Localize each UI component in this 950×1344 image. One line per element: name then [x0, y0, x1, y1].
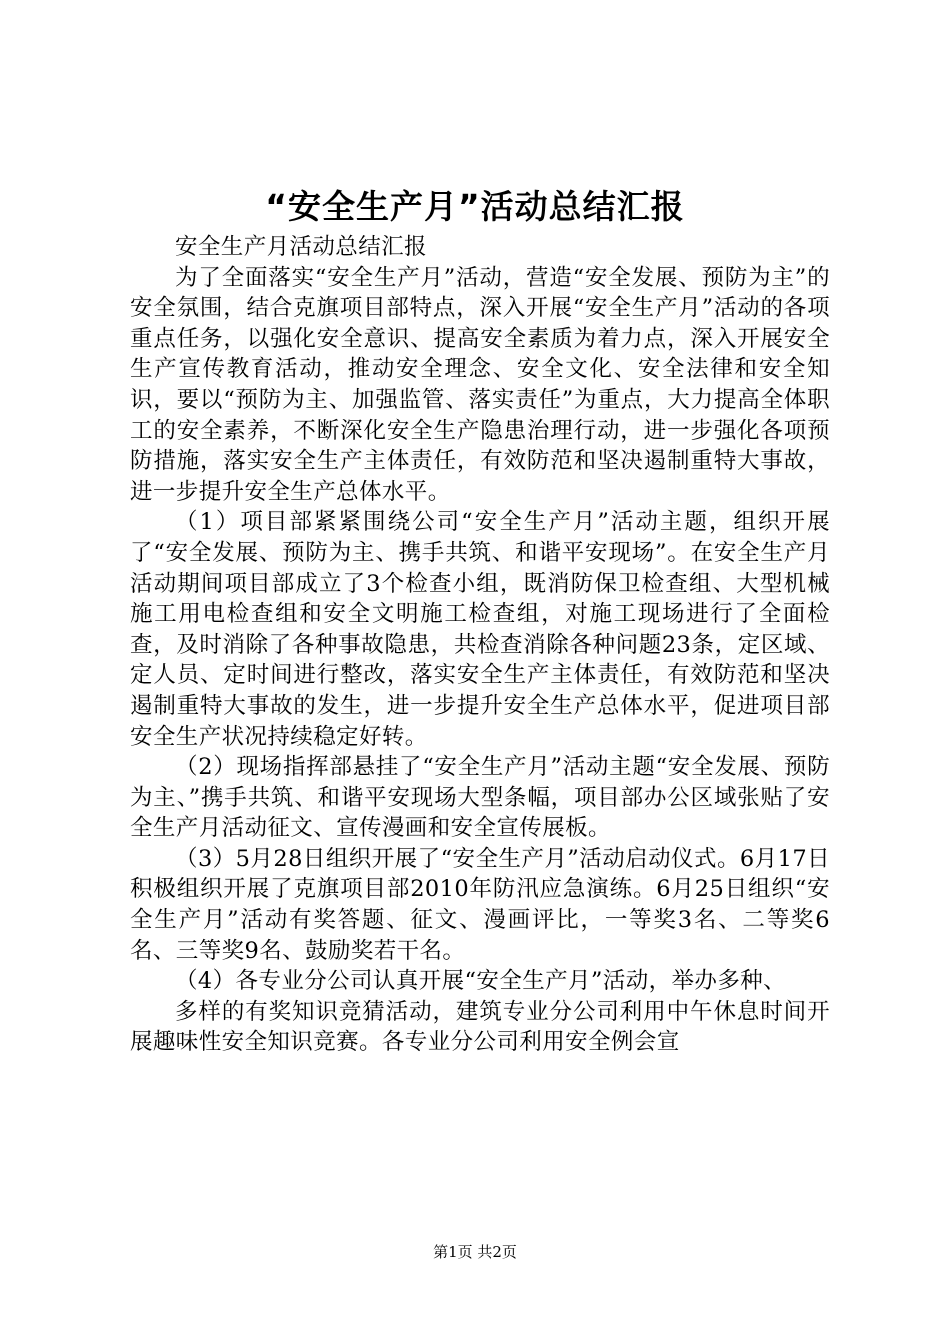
page-number-footer: 第1页 共2页	[433, 1243, 517, 1261]
paragraph-intro: 为了全面落实“安全生产月”活动，营造“安全发展、预防为主”的安全氛围，结合克旗项目部特点，深入开展“安全生产月”活动的各项重点任务，以强化安全意识、提高安全素质为着力点，深入开展安全生产宣传教育活动，推动安全理念、安全文化、安全法律和安全知识，要以“预防为主、加强监管、落实责任”为重点，大力提高全体职工的安全素养，不断深化安全生产隐患治理行动，进一步强化各项预防措施，落实安全生产主体责任，有效防范和坚决遏制重特大事故，进一步提升安全生产总体水平。	[130, 264, 830, 505]
paragraph-item-4-continued: 多样的有奖知识竞猜活动，建筑专业分公司利用中午休息时间开展趣味性安全知识竞赛。各专业分公司利用安全例会宣	[130, 998, 830, 1056]
document-body	[130, 232, 830, 1058]
paragraph-item-3: （3）5月28日组织开展了“安全生产月”活动启动仪式。6月17日积极组织开展了克旗项目部2010年防汛应急演练。6月25日组织“安全生产月”活动有奖答题、征文、漫画评比，一等奖3名、二等奖6名、三等奖9名、鼓励奖若干名。	[130, 845, 830, 964]
paragraph-item-4: （4）各专业分公司认真开展“安全生产月”活动，举办多种、	[175, 968, 787, 995]
paragraph-item-2: （2）现场指挥部悬挂了“安全生产月”活动主题“安全发展、预防为主、”携手共筑、和谐平安现场大型条幅，项目部办公区域张贴了安全生产月活动征文、宣传漫画和安全宣传展板。	[130, 754, 830, 842]
document-subtitle: 安全生产月活动总结汇报	[175, 234, 427, 260]
paragraph-item-1: （1）项目部紧紧围绕公司“安全生产月”活动主题，组织开展了“安全发展、预防为主、携手共筑、和谐平安现场”。在安全生产月活动期间项目部成立了3个检查小组，既消防保卫检查组、大型机械施工用电检查组和安全文明施工检查组，对施工现场进行了全面检查，及时消除了各种事故隐患，共检查消除各种问题23条，定区域、定人员、定时间进行整改，落实安全生产主体责任，有效防范和坚决遏制重特大事故的发生，进一步提升安全生产总体水平，促进项目部安全生产状况持续稳定好转。	[130, 509, 830, 750]
document-title: “安全生产月”活动总结汇报	[265, 187, 685, 226]
